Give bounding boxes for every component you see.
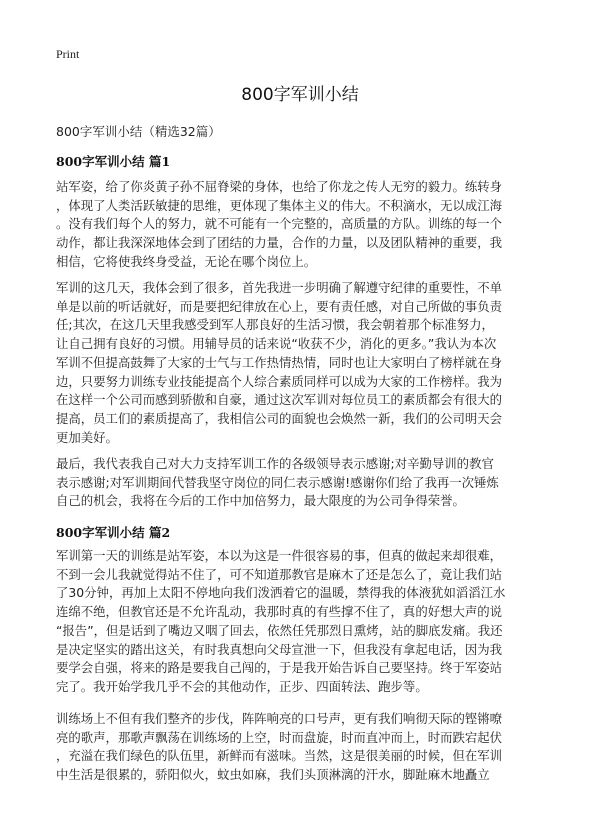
text-line: 训练场上不但有我们整齐的步伐，阵阵响亮的口号声，更有我们响彻天际的铿锵嘹 <box>56 711 503 726</box>
text-line: 不到一会儿我就觉得站不住了，可不知道那教官是麻木了还是怎么了，竟让我们站 <box>56 566 503 582</box>
text-line: 表示感谢;对军训期间代替我坚守岗位的同仁表示感谢!感谢你们给了我再一次锤炼 <box>56 474 499 490</box>
text-line: 军训的这几天，我体会到了很多，首先我进一步明确了解遵守纪律的重要性，不单 <box>56 280 503 295</box>
text-line: 自己的机会，我将在今后的工作中加倍努力，最大限度的为公司争得荣誉。 <box>56 493 465 509</box>
text-line: 军训第一天的训练是站军姿，本以为这是一件很容易的事，但真的做起来却很难， <box>56 548 503 563</box>
text-line: 单是以前的听话就好，而是要把纪律放在心上，要有责任感，对自己所做的事负责 <box>56 298 503 314</box>
text-line: 边，只要努力训练专业技能提高个人综合素质同样可以成为大家的工作榜样。我为 <box>56 373 503 389</box>
page-title: 800字军训小结 <box>241 85 359 105</box>
text-line: 是决定坚实的踏出这关，有时我真想向父母宣泄一下，但我没有拿起电话，因为我 <box>56 641 503 657</box>
section-1-paragraph-2 <box>56 279 546 447</box>
text-line: 了30分钟，再加上太阳不停地向我们泼洒着它的温暖，禁得我的体液犹如滔滔江水 <box>56 585 506 601</box>
text-line: “报告”，但是话到了嘴边又咽了回去，依然任凭那烈日熏烤，站的脚底发痛。我还 <box>56 622 503 638</box>
text-line: 要学会自强，将来的路是要我自己闯的，于是我开始告诉自己要坚持。终于军姿站 <box>56 660 503 676</box>
section-2-paragraph-2 <box>56 710 546 785</box>
document-subtitle: 800字军训小结（精选32篇） <box>56 124 221 139</box>
text-line: 亮的歌声，那歌声飘荡在训练场的上空，时而盘旋，时而直冲而上，时而跌宕起伏 <box>56 729 503 745</box>
text-line: 提高，员工们的素质提高了，我相信公司的面貌也会焕然一新，我们的公司明天会 <box>56 410 503 426</box>
text-line: 完了。我开始学我几乎不会的其他动作，正步、四面转法、跑步等。 <box>56 678 428 694</box>
text-line: 在这样一个公司而感到骄傲和自豪，通过这次军训对每位员工的素质都会有很大的 <box>56 392 503 408</box>
text-line: 动作，都让我深深地体会到了团结的力量，合作的力量，以及团队精神的重要，我 <box>56 235 503 251</box>
section-heading-1: 800字军训小结 篇1 <box>56 154 171 169</box>
text-line: 站军姿，给了你炎黄子孙不屈脊梁的身体，也给了你龙之传人无穷的毅力。练转身 <box>56 179 503 194</box>
text-line: 最后，我代表我自己对大力支持军训工作的各级领导表示感谢;对辛勤导训的教官 <box>56 456 494 471</box>
section-2-paragraph-1 <box>56 547 546 697</box>
text-line: 更加美好。 <box>56 429 118 445</box>
section-heading-2: 800字军训小结 篇2 <box>56 525 171 540</box>
text-line: 连绵不绝，但教官还是不允许乱动，我那时真的有些撑不住了，真的好想大声的说 <box>56 604 503 620</box>
text-line: ，体现了人类活跃敏捷的思维，更体现了集体主义的伟大。不积滴水，无以成江海 <box>56 197 503 213</box>
text-line: 中生活是很累的，骄阳似火，蚊虫如麻，我们头顶淋漓的汗水，脚趾麻木地矗立 <box>56 767 490 783</box>
text-line: ，充溢在我们绿色的队伍里，新鲜而有滋味。当然，这是很美丽的时候，但在军训 <box>56 748 503 764</box>
text-line: 相信，它将使我终身受益，无论在哪个岗位上。 <box>56 253 317 269</box>
section-1-paragraph-3 <box>56 455 546 511</box>
print-link[interactable]: Print <box>56 47 80 61</box>
section-1-paragraph-1 <box>56 178 546 272</box>
text-line: 。没有我们每个人的努力，就不可能有一个完整的，高质量的方队。训练的每一个 <box>56 216 503 232</box>
text-line: 让自己拥有良好的习惯。用辅导员的话来说“收获不少，消化的更多。”我认为本次 <box>56 336 497 352</box>
text-line: 军训不但提高鼓舞了大家的士气与工作热情热情，同时也让大家明白了榜样就在身 <box>56 354 503 370</box>
text-line: 任;其次，在这几天里我感受到军人那良好的生活习惯，我会朝着那个标准努力， <box>56 317 494 333</box>
